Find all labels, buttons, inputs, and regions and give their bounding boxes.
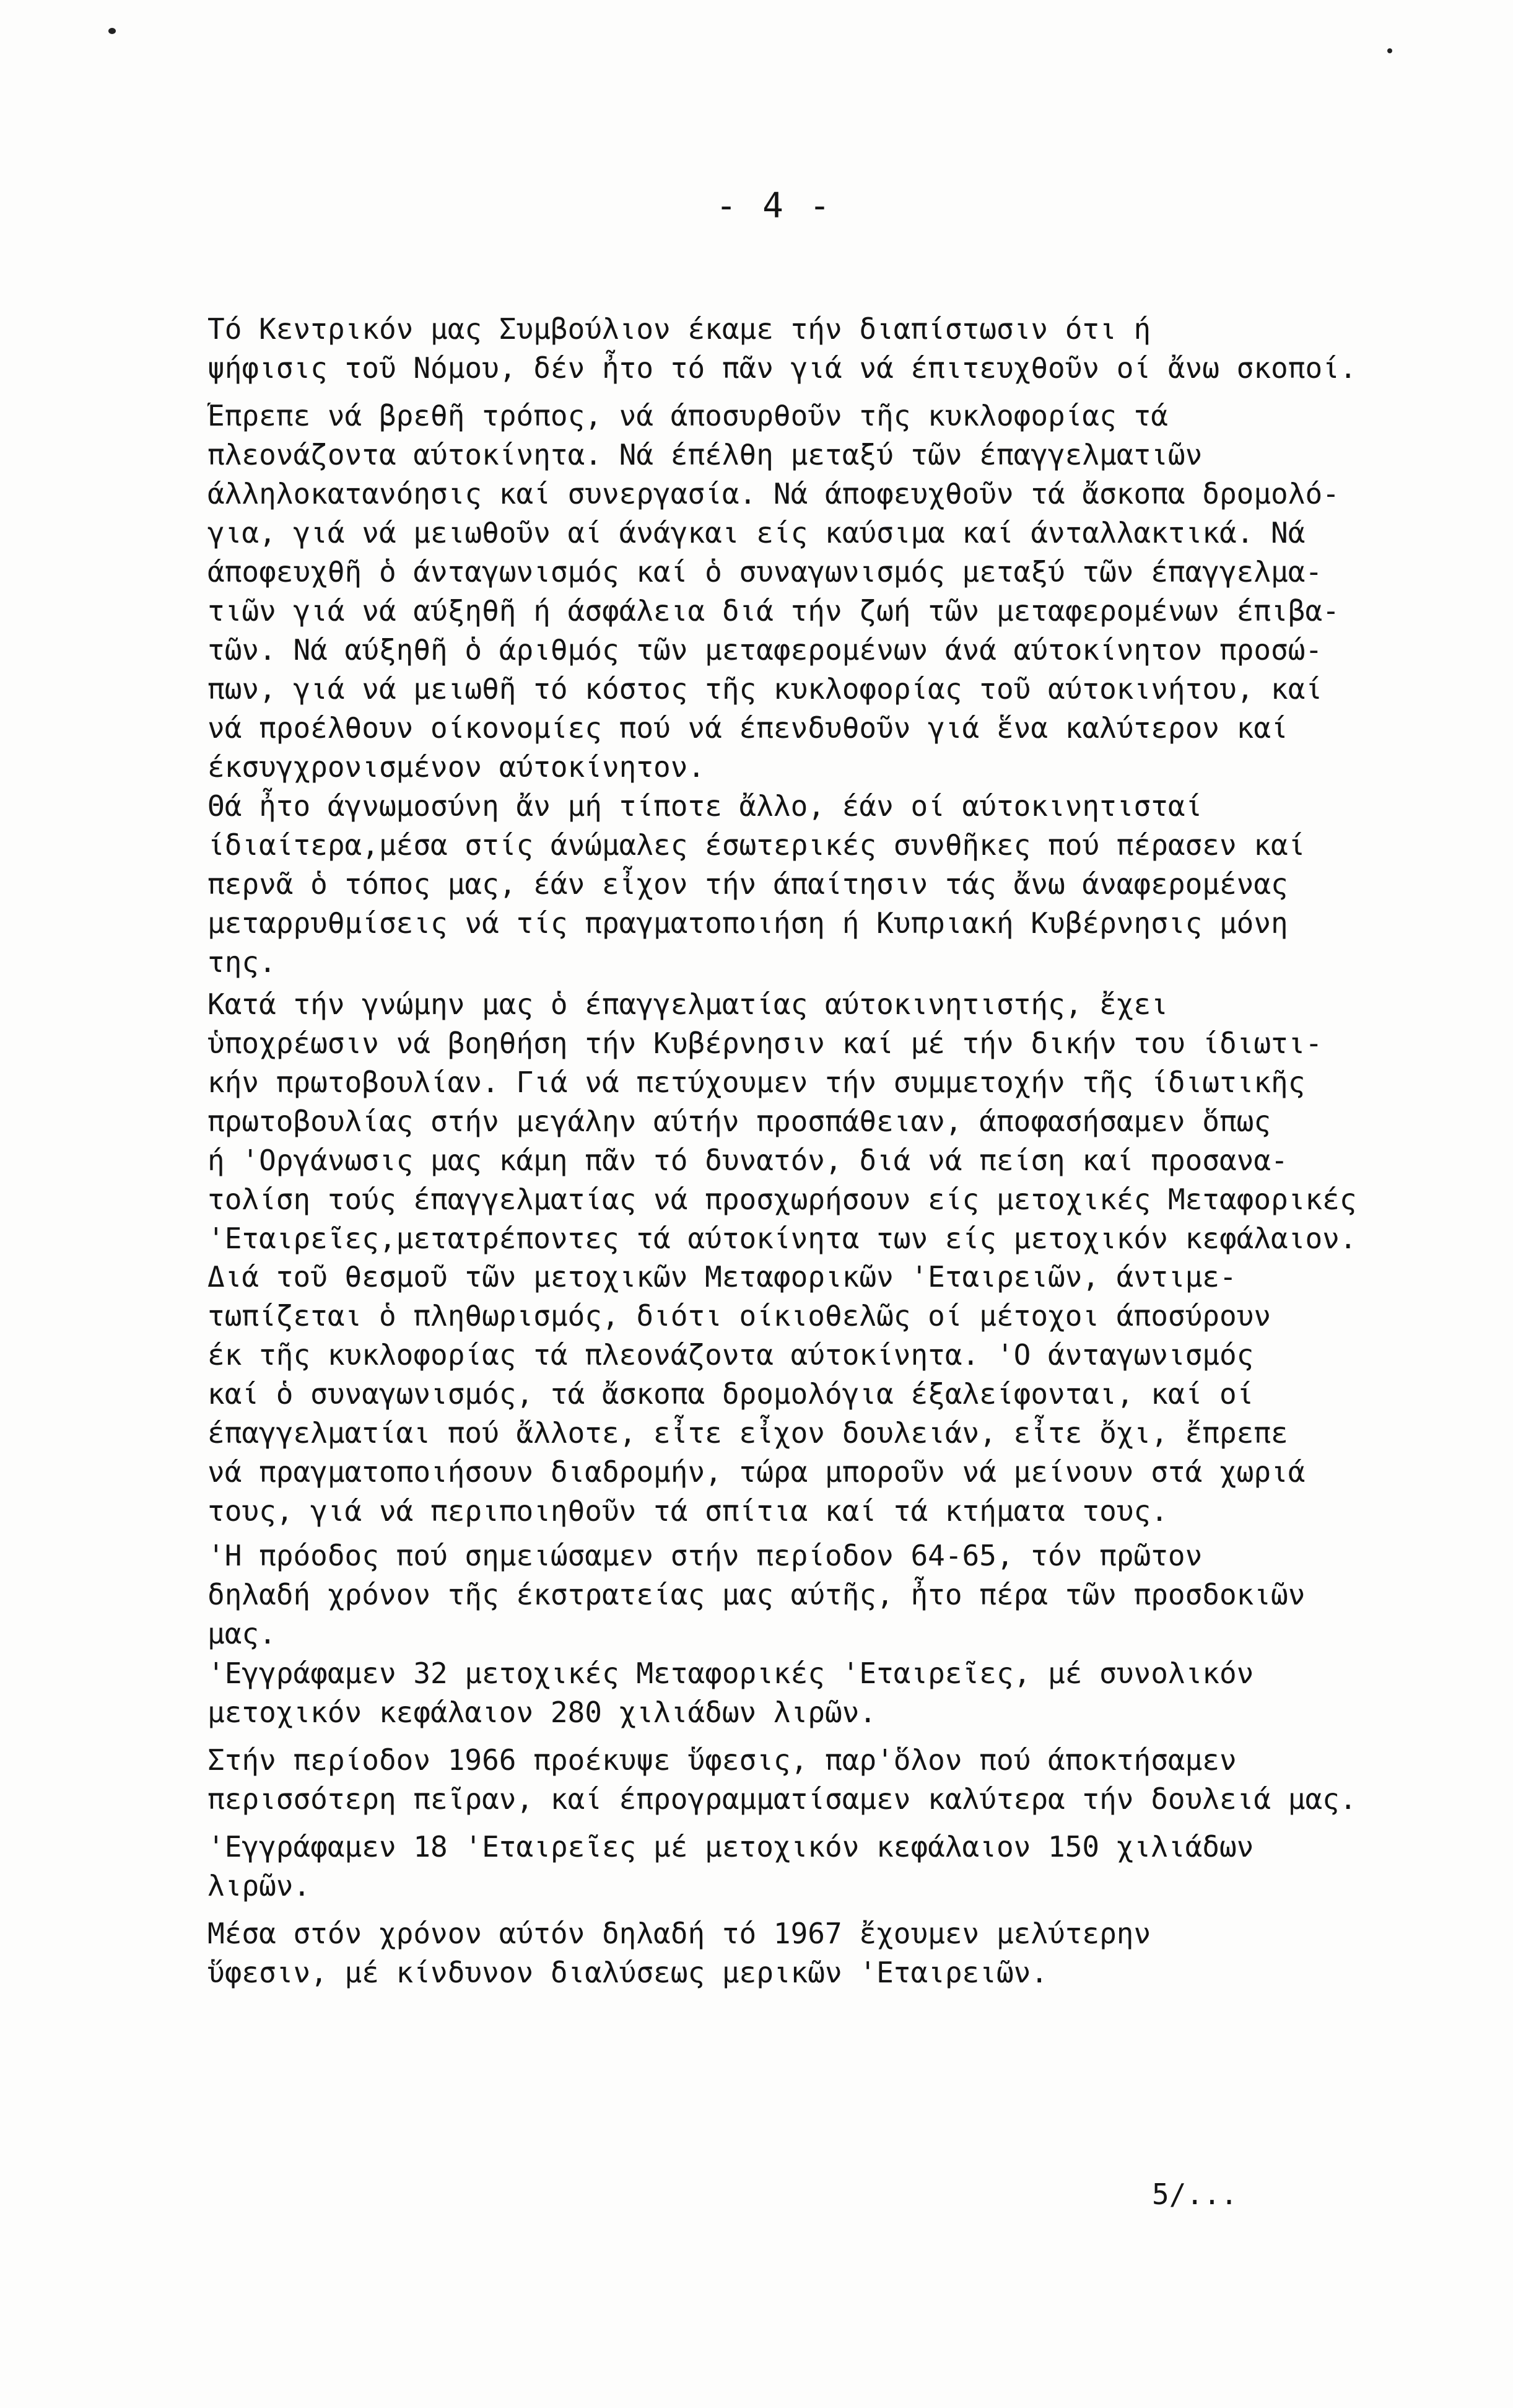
- text-line: Στήν περίοδον 1966 προέκυψε ὕφεσις, παρ'ὅλον πού άποκτήσαμεν: [207, 1743, 1237, 1777]
- text-line: 'Εγγράφαμεν 32 μετοχικές Μεταφορικές 'Εταιρεῖες, μέ συνολικόν: [207, 1657, 1254, 1690]
- paragraph: [207, 310, 1452, 388]
- scan-speck: [1387, 48, 1392, 53]
- text-line: Κατά τήν γνώμην μας ὁ έπαγγελματίας αύτοκινητιστής, ἔχει: [207, 987, 1168, 1021]
- text-line: περνᾶ ὁ τόπος μας, έάν εἶχον τήν άπαίτησιν τάς ἄνω άναφερομένας: [207, 867, 1288, 901]
- paragraph: [207, 1536, 1452, 1653]
- text-line: ὕφεσιν, μέ κίνδυνον διαλύσεως μερικῶν 'Εταιρειῶν.: [207, 1956, 1049, 1989]
- text-line: έκσυγχρονισμένον αύτοκίνητον.: [207, 750, 705, 784]
- text-line: πλεονάζοντα αύτοκίνητα. Νά έπέλθη μεταξύ τῶν έπαγγελματιῶν: [207, 438, 1203, 471]
- text-line: Τό Κεντρικόν μας Συμβούλιον έκαμε τήν διαπίστωσιν ότι ή: [207, 312, 1151, 346]
- text-line: τολίση τούς έπαγγελματίας νά προσχωρήσουν είς μετοχικές Μεταφορικές: [207, 1183, 1357, 1216]
- text-line: τιῶν γιά νά αύξηθῆ ή άσφάλεια διά τήν ζωή τῶν μεταφερομένων έπιβα-: [207, 594, 1340, 628]
- text-line: καί ὁ συναγωνισμός, τά ἄσκοπα δρομολόγια έξαλείφονται, καί οί: [207, 1377, 1254, 1411]
- text-line: άλληλοκατανόησις καί συνεργασία. Νά άποφευχθοῦν τά ἄσκοπα δρομολό-: [207, 477, 1340, 510]
- paragraph: [207, 1914, 1452, 1992]
- paragraph: [207, 985, 1452, 1258]
- paragraph: [207, 1828, 1452, 1906]
- text-line: ή 'Οργάνωσις μας κάμη πᾶν τό δυνατόν, διά νά πείση καί προσανα-: [207, 1144, 1288, 1177]
- paragraph: [207, 1741, 1452, 1819]
- text-line: για, γιά νά μειωθοῦν αί άνάγκαι είς καύσιμα καί άνταλλακτικά. Νά: [207, 516, 1306, 549]
- text-line: δηλαδή χρόνον τῆς έκστρατείας μας αύτῆς, ἦτο πέρα τῶν προσδοκιῶν: [207, 1578, 1306, 1611]
- text-line: Μέσα στόν χρόνον αύτόν δηλαδή τό 1967 ἔχουμεν μελύτερην: [207, 1917, 1151, 1950]
- text-line: μεταρρυθμίσεις νά τίς πραγματοποιήση ή Κυπριακή Κυβέρνησις μόνη: [207, 906, 1288, 940]
- continuation-marker: 5/...: [1152, 2178, 1238, 2211]
- text-line: πρωτοβουλίας στήν μεγάλην αύτήν προσπάθειαν, άποφασήσαμεν ὅπως: [207, 1105, 1271, 1138]
- text-line: 'Εγγράφαμεν 18 'Εταιρεῖες μέ μετοχικόν κεφάλαιον 150 χιλιάδων: [207, 1830, 1254, 1863]
- text-line: Θά ἦτο άγνωμοσύνη ἄν μή τίποτε ἄλλο, έάν οί αύτοκινητισταί: [207, 789, 1203, 823]
- text-line: κήν πρωτοβουλίαν. Γιά νά πετύχουμεν τήν συμμετοχήν τῆς ίδιωτικῆς: [207, 1066, 1306, 1099]
- text-line: 'Εταιρεῖες,μετατρέποντες τά αύτοκίνητα των είς μετοχικόν κεφάλαιον.: [207, 1222, 1357, 1255]
- text-line: τωπίζεται ὁ πληθωρισμός, διότι οίκιοθελῶς οί μέτοχοι άποσύρουν: [207, 1299, 1271, 1333]
- text-line: νά πραγματοποιήσουν διαδρομήν, τώρα μποροῦν νά μείνουν στά χωριά: [207, 1455, 1306, 1489]
- text-line: της.: [207, 945, 276, 979]
- text-line: λιρῶν.: [207, 1869, 311, 1902]
- text-line: περισσότερη πεῖραν, καί έπρογραμματίσαμεν καλύτερα τήν δουλειά μας.: [207, 1782, 1357, 1816]
- text-line: Ἔπρεπε νά βρεθῆ τρόπος, νά άποσυρθοῦν τῆς κυκλοφορίας τά: [207, 399, 1168, 432]
- text-line: τῶν. Νά αύξηθῆ ὁ άριθμός τῶν μεταφερομένων άνά αύτοκίνητον προσώ-: [207, 633, 1323, 667]
- text-line: 'Η πρόοδος πού σημειώσαμεν στήν περίοδον 64-65, τόν πρῶτον: [207, 1539, 1203, 1572]
- text-line: έκ τῆς κυκλοφορίας τά πλεονάζοντα αύτοκίνητα. 'Ο άνταγωνισμός: [207, 1338, 1254, 1372]
- paragraph: [207, 1654, 1452, 1732]
- text-line: ίδιαίτερα,μέσα στίς άνώμαλες έσωτερικές συνθῆκες πού πέρασεν καί: [207, 828, 1306, 862]
- text-line: μετοχικόν κεφάλαιον 280 χιλιάδων λιρῶν.: [207, 1696, 877, 1729]
- text-line: νά προέλθουν οίκονομίες πού νά έπενδυθοῦν γιά ἕνα καλύτερον καί: [207, 711, 1288, 745]
- text-line: έπαγγελματίαι πού ἄλλοτε, εἶτε εἶχον δουλειάν, εἶτε ὄχι, ἔπρεπε: [207, 1416, 1288, 1450]
- scan-speck: [108, 28, 116, 34]
- text-line: πων, γιά νά μειωθῆ τό κόστος τῆς κυκλοφορίας τοῦ αύτοκινήτου, καί: [207, 672, 1323, 706]
- paragraph: [207, 787, 1452, 982]
- page-number: - 4 -: [715, 186, 833, 226]
- text-line: τους, γιά νά περιποιηθοῦν τά σπίτια καί τά κτήματα τους.: [207, 1494, 1168, 1528]
- text-line: ὑποχρέωσιν νά βοηθήση τήν Κυβέρνησιν καί μέ τήν δικήν του ίδιωτι-: [207, 1027, 1323, 1060]
- text-line: ψήφισις τοῦ Νόμου, δέν ἦτο τό πᾶν γιά νά έπιτευχθοῦν οί ἄνω σκοποί.: [207, 351, 1357, 385]
- paragraph: [207, 396, 1452, 787]
- text-line: άποφευχθῆ ὁ άνταγωνισμός καί ὁ συναγωνισμός μεταξύ τῶν έπαγγελμα-: [207, 555, 1323, 589]
- text-line: μας.: [207, 1617, 276, 1650]
- paragraph: [207, 1258, 1452, 1531]
- text-line: Διά τοῦ θεσμοῦ τῶν μετοχικῶν Μεταφορικῶν 'Εταιρειῶν, άντιμε-: [207, 1260, 1237, 1294]
